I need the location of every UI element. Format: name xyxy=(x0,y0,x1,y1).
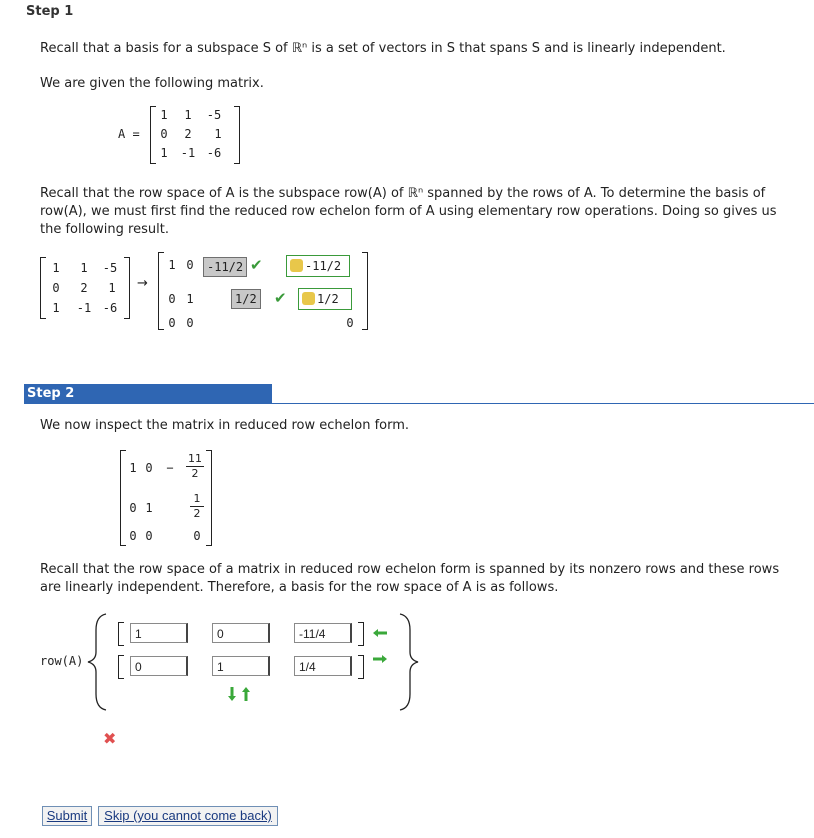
rref-cell: 1 xyxy=(168,258,176,272)
fraction-denominator: 2 xyxy=(186,466,204,481)
a-cell: 1 xyxy=(80,261,88,275)
reduction-source-matrix xyxy=(40,257,130,319)
row-a-label: row(A) xyxy=(40,654,84,668)
rref-cell: 0 xyxy=(145,461,153,475)
inspect-text: We now inspect the matrix in reduced row echelon form. xyxy=(40,418,410,433)
a-cell: 0 xyxy=(160,127,168,141)
given-answer-1: -11/2 xyxy=(203,257,247,277)
a-cell: 1 xyxy=(184,108,192,122)
a-cell: -5 xyxy=(102,261,118,275)
a-cell: 1 xyxy=(108,281,116,295)
rref-cell: 1 xyxy=(186,292,194,306)
a-cell: 1 xyxy=(160,108,168,122)
basis-input-r2c2[interactable]: 1 xyxy=(212,656,270,676)
basis-explanation-text: Recall that the row space of a matrix in reduced row echelon form is spanned by its nonzero rows and these rows are linearly independent. Therefore, a basis for the row space of A is as follows. xyxy=(40,562,780,595)
matrix-a-label: A = xyxy=(118,127,140,141)
correct-answer-value: 1/2 xyxy=(317,292,339,306)
right-bracket xyxy=(124,257,130,319)
a-cell: 2 xyxy=(184,127,192,141)
correct-answer-1 xyxy=(286,255,350,277)
step1-title: Step 1 xyxy=(26,4,74,19)
right-brace-icon xyxy=(396,612,422,712)
row-space-text: Recall that the row space of A is the subspace row(A) of ℝⁿ spanned by the rows of A. To determine the basis of row(A), we must first find the reduced row echelon form of A using elementary row operations. Doing so gives us the following result. xyxy=(40,186,777,237)
move-down-arrow-icon[interactable] xyxy=(227,686,237,702)
basis-input-r1c2[interactable]: 0 xyxy=(212,623,270,643)
rref-cell: 0 xyxy=(346,316,354,330)
a-cell: 2 xyxy=(80,281,88,295)
step2-title: Step 2 xyxy=(24,384,272,404)
a-cell: -6 xyxy=(206,146,222,160)
rref-display-matrix xyxy=(120,450,212,546)
check-icon: ✔ xyxy=(250,256,263,274)
left-bracket xyxy=(118,655,124,679)
basis-definition-text: Recall that a basis for a subspace S of ℝⁿ is a set of vectors in S that spans S and is linearly independent. xyxy=(40,41,726,56)
a-cell: 1 xyxy=(160,146,168,160)
incorrect-x-icon: ✖ xyxy=(103,729,117,748)
arrow-icon: → xyxy=(137,276,148,291)
fraction-11-2 xyxy=(186,452,204,481)
skip-button[interactable]: Skip (you cannot come back) xyxy=(98,806,278,826)
minus-sign: − xyxy=(166,461,174,475)
right-bracket xyxy=(234,106,240,164)
a-cell: 1 xyxy=(52,261,60,275)
a-cell: -1 xyxy=(180,146,196,160)
fraction-numerator: 1 xyxy=(193,492,201,505)
rref-cell: 0 xyxy=(168,316,176,330)
check-icon: ✔ xyxy=(274,289,287,307)
given-answer-2: 1/2 xyxy=(231,289,261,309)
basis-input-r2c3[interactable]: 1/4 xyxy=(294,656,352,676)
rref-cell: 0 xyxy=(129,501,137,515)
rref-cell: 1 xyxy=(145,501,153,515)
fraction-numerator: 11 xyxy=(188,452,202,465)
basis-input-r2c1[interactable]: 0 xyxy=(130,656,188,676)
fraction-1-2 xyxy=(190,492,204,521)
basis-input-r1c1[interactable]: 1 xyxy=(130,623,188,643)
a-cell: 1 xyxy=(52,301,60,315)
move-right-arrow-icon[interactable] xyxy=(372,654,388,664)
right-bracket xyxy=(206,450,212,546)
a-cell: -5 xyxy=(206,108,222,122)
move-left-arrow-icon[interactable] xyxy=(372,628,388,638)
matrix-a xyxy=(150,106,240,164)
rref-cell: 1 xyxy=(129,461,137,475)
correct-answer-value: -11/2 xyxy=(305,259,342,273)
key-icon xyxy=(302,292,315,305)
rref-cell: 0 xyxy=(168,292,176,306)
rref-cell: 0 xyxy=(145,529,153,543)
a-cell: 1 xyxy=(214,127,222,141)
fraction-denominator: 2 xyxy=(190,506,204,521)
right-bracket xyxy=(362,252,368,330)
rref-cell: 0 xyxy=(186,316,194,330)
submit-button[interactable]: Submit xyxy=(42,806,92,826)
correct-answer-2 xyxy=(298,288,352,310)
rref-cell: 0 xyxy=(129,529,137,543)
rref-cell: 0 xyxy=(186,258,194,272)
a-cell: -6 xyxy=(102,301,118,315)
left-brace-icon xyxy=(84,612,110,712)
a-cell: -1 xyxy=(76,301,92,315)
right-bracket xyxy=(358,622,364,646)
move-up-arrow-icon[interactable] xyxy=(241,686,251,702)
basis-input-r1c3[interactable]: -11/4 xyxy=(294,623,352,643)
right-bracket xyxy=(358,655,364,679)
step2-divider xyxy=(24,403,814,404)
key-icon xyxy=(290,259,303,272)
rref-cell: 0 xyxy=(193,529,201,543)
given-matrix-text: We are given the following matrix. xyxy=(40,76,264,91)
a-cell: 0 xyxy=(52,281,60,295)
left-bracket xyxy=(118,622,124,646)
